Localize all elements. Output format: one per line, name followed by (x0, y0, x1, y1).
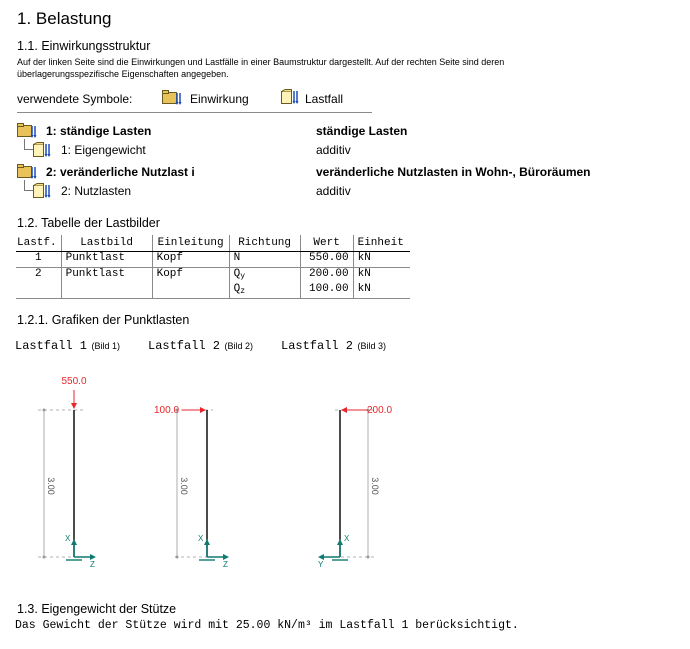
richtung-main: Q (233, 283, 241, 295)
load-arrowhead (341, 407, 347, 413)
cell-lastbild: Punktlast (61, 268, 152, 284)
figure-caption-3 (281, 336, 386, 354)
axis-label-vertical: X (198, 534, 204, 543)
cell-lastbild (61, 283, 152, 299)
cell-richtung (229, 283, 300, 299)
dimension-label: 3.00 (46, 477, 56, 495)
page-title: 1. Belastung (17, 9, 112, 28)
cell-richtung: N (229, 252, 300, 268)
table-row (16, 268, 410, 284)
tree-lastfall-1-label: 1: Eigengewicht (61, 143, 146, 157)
caption-name: Lastfall 2 (148, 339, 221, 353)
dimension-label: 3.00 (370, 477, 380, 495)
richtung-sub: y (240, 272, 246, 281)
lastfall-icon (33, 183, 53, 199)
tree-einwirkung-2-label: 2: veränderliche Nutzlast i (46, 165, 195, 179)
column-header: Richtung (229, 235, 300, 252)
cell-einheit: kN (353, 252, 410, 268)
einwirkung-icon (17, 123, 37, 139)
load-value: 550.0 (61, 376, 87, 387)
tree-lastfall-1-property: additiv (316, 143, 351, 157)
tree-einwirkung-2-property: veränderliche Nutzlasten in Wohn-, Büroräumen (316, 165, 591, 179)
symbols-divider (17, 112, 372, 113)
cell-wert: 550.00 (300, 252, 353, 268)
cell-wert: 200.00 (300, 268, 353, 284)
dimension-dot (43, 556, 46, 559)
section-1-2-title: 1.2. Tabelle der Lastbilder (17, 216, 160, 230)
dimension-dot (176, 556, 179, 559)
dimension-dot (367, 556, 370, 559)
section-1-2-1-title: 1.2.1. Grafiken der Punktlasten (17, 313, 190, 327)
dimension-dot (43, 409, 46, 412)
cell-richtung (229, 268, 300, 284)
caption-bild: (Bild 3) (357, 341, 386, 351)
cell-einleitung: Kopf (152, 252, 229, 268)
tree-einwirkung-1-label: 1: ständige Lasten (46, 124, 152, 138)
cell-lastf: 2 (16, 268, 61, 284)
caption-name: Lastfall 2 (281, 339, 354, 353)
cell-lastf: 1 (16, 252, 61, 268)
tree-lastfall-2-property: additiv (316, 184, 351, 198)
figure-caption-1 (15, 336, 120, 354)
caption-name: Lastfall 1 (15, 339, 88, 353)
load-value: 100.0 (154, 405, 180, 416)
axis-arrowhead (71, 539, 77, 545)
symbols-label: verwendete Symbole: (17, 92, 133, 106)
cell-wert: 100.00 (300, 283, 353, 299)
symbol-einwirkung-label: Einwirkung (190, 92, 249, 106)
lastfall-icon (281, 89, 301, 105)
section-1-3-text: Das Gewicht der Stütze wird mit 25.00 kN/m³ im Lastfall 1 berücksichtigt. (15, 619, 519, 632)
axis-arrowhead (337, 539, 343, 545)
column-header: Einleitung (152, 235, 229, 252)
axis-arrowhead (204, 539, 210, 545)
lastbilder-table (16, 235, 410, 299)
richtung-main: Q (233, 268, 241, 280)
axis-label-horizontal: Y (318, 560, 324, 569)
tree-connector (24, 139, 33, 150)
cell-einleitung (152, 283, 229, 299)
table-header-row (16, 235, 410, 252)
section-1-1-title: 1.1. Einwirkungsstruktur (17, 39, 151, 53)
column-header: Lastf. (16, 235, 61, 252)
figure-2 (154, 405, 229, 569)
section-1-3-title: 1.3. Eigengewicht der Stütze (17, 602, 177, 616)
figure-1 (38, 376, 96, 569)
load-arrowhead (71, 403, 77, 409)
caption-bild: (Bild 2) (224, 341, 253, 351)
richtung-sub: z (240, 287, 246, 296)
punktlasten-figures (0, 365, 690, 575)
axis-label-horizontal: Z (90, 560, 95, 569)
figure-3 (318, 405, 392, 569)
table-row (16, 283, 410, 299)
axis-label-vertical: X (344, 534, 350, 543)
section-1-1-description: Auf der linken Seite sind die Einwirkungen und Lastfälle in einer Baumstruktur dargestellt. Auf der rechten Seite sind deren überlagerungsspezifische Eigenschaften angegeben. (17, 57, 505, 79)
einwirkung-icon (162, 90, 182, 106)
dimension-label: 3.00 (179, 477, 189, 495)
tree-einwirkung-1-property: ständige Lasten (316, 124, 408, 138)
cell-lastbild: Punktlast (61, 252, 152, 268)
axis-label-horizontal: Z (223, 560, 228, 569)
figure-caption-2 (148, 336, 253, 354)
lastfall-icon (33, 142, 53, 158)
cell-einleitung: Kopf (152, 268, 229, 284)
tree-connector (24, 180, 33, 191)
axis-label-vertical: X (65, 534, 71, 543)
cell-einheit: kN (353, 283, 410, 299)
tree-lastfall-2-label: 2: Nutzlasten (61, 184, 132, 198)
load-arrowhead (200, 407, 206, 413)
load-value: 200.0 (367, 405, 393, 416)
cell-einheit: kN (357, 268, 371, 280)
column-header: Wert (300, 235, 353, 252)
column-header: Lastbild (61, 235, 152, 252)
column-header: Einheit (353, 235, 410, 252)
symbol-lastfall-label: Lastfall (305, 92, 344, 106)
cell-lastf (16, 283, 61, 299)
caption-bild: (Bild 1) (91, 341, 120, 351)
einwirkung-icon (17, 164, 37, 180)
table-row (16, 252, 410, 268)
